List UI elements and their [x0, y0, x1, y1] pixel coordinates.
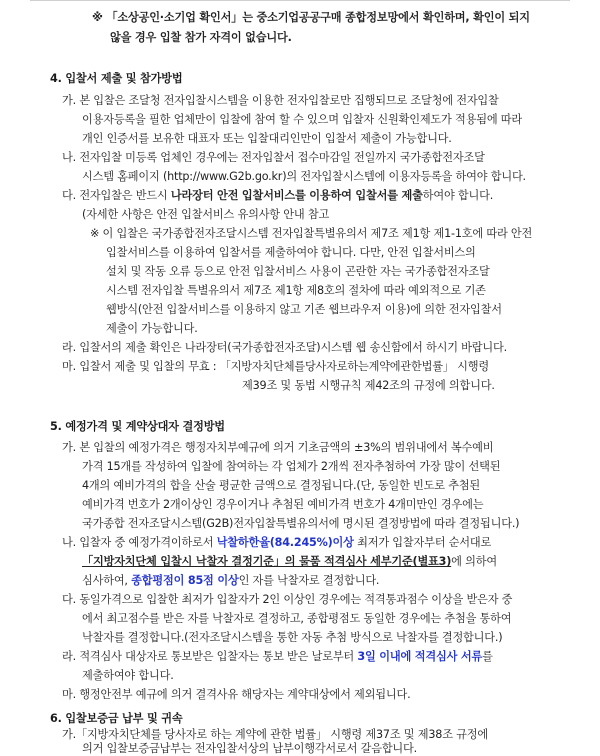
s4-a-line-2: 이용자등록을 필한 업체만이 입찰에 참여 할 수 있으며 입찰자 신원확인제도가 적용됨에 따라: [82, 113, 522, 126]
s5-e-line-1: 마. 행정안전부 예규에 의거 결격사유 해당자는 계약대상에서 제외됩니다.: [62, 688, 411, 701]
s5-b-pre: 나. 입찰자 중 예정가격이하로서: [62, 536, 217, 549]
s5-b-post: 최저가 입찰자부터 순서대로: [353, 536, 492, 549]
s4-note-line-4: 시스템 전자입찰 특별유의서 제7조 제1항 제8호의 절차에 따라 예외적으로 기존: [106, 284, 486, 297]
s4-e-line-2: 제39조 및 동법 시행규칙 제42조의 규정에 의합니다.: [242, 379, 495, 392]
s5-b-criteria-post: 에 의하여: [451, 555, 497, 568]
s5-b3-post: 인 자를 낙찰자로 결정합니다.: [238, 574, 380, 587]
s6-a-line-1: 가.「지방자치단체를 당사자로 하는 계약에 관한 법률」 시행령 제37조 및 제38조 규정에: [62, 728, 488, 741]
s4-a-line-3: 개인 인증서를 보유한 대표자 또는 입찰대리인만이 입찰서 제출이 가능합니다.: [82, 132, 452, 145]
section-6-heading: 6. 입찰보증금 납부 및 귀속: [50, 712, 183, 725]
s4-c-line-1: [62, 189, 493, 203]
s5-b-line-3: [82, 574, 379, 588]
section-4-heading: 4. 입찰서 제출 및 참가방법: [50, 72, 183, 85]
s5-c-line-1: 다. 동일가격으로 입찰한 최저가 입찰자가 2인 이상인 경우에는 적격통과점수 이상을 받은자 중: [62, 593, 513, 606]
s4-note-line-1: ※ 이 입찰은 국가종합전자조달시스템 전자입찰특별유의서 제7조 제1항 제1-1호에 따라 안전: [90, 227, 533, 240]
s4-b-line-2: 시스템 홈페이지 (http://www.G2b.go.kr)의 전자입찰시스템에 이용자등록을 하여야 합니다.: [82, 170, 526, 183]
s4-c-pre: 다. 전자입찰은 반드시: [62, 189, 171, 202]
s5-a-line-3: 4개의 예비가격의 합을 산술 평균한 금액으로 결정됩니다.(단, 동일한 빈도로 추첨된: [82, 479, 481, 492]
notice-line-1: [92, 11, 530, 25]
s4-note-line-5: 웹방식(안전 입찰서비스를 이용하지 않고 기존 웹브라우저 이용)에 의한 전자입찰서: [106, 303, 502, 316]
s5-d-line-1: [62, 650, 493, 664]
s4-e-line-1: 마. 입찰서 제출 및 입찰의 무효 : 「지방자치단체를당사자로하는계약에관한법률」 시행령: [62, 360, 490, 373]
s5-d-post: 를: [482, 650, 493, 663]
s5-b-line-2: [82, 555, 497, 569]
s5-c-line-3: 낙찰자를 결정합니다.(전자조달시스템을 통한 자동 추첨 방식으로 낙찰자를 결정합니다.): [82, 631, 503, 644]
s4-a-line-1: 가. 본 입찰은 조달청 전자입찰시스템을 이용한 전자입찰로만 집행되므로 조달청에 전자입찰: [62, 94, 499, 107]
s5-a-line-2: 가격 15개를 작성하여 입찰에 참여하는 각 업체가 2개씩 전자추첨하여 가장 많이 선택된: [82, 460, 501, 473]
s5-b3-pre: 심사하여,: [82, 574, 132, 587]
s5-b-rate: 낙찰하한율(84.245%)이상: [216, 536, 354, 549]
s5-d-line-2: 제출하여야 합니다.: [82, 669, 174, 682]
s4-c-line-2: (자세한 사항은 안전 입찰서비스 유의사항 안내 참고: [82, 208, 330, 221]
s4-d-line-1: 라. 입찰서의 제출 확인은 나라장터(국가종합전자조달)시스템 웹 송신함에서 하시기 바랍니다.: [62, 341, 507, 354]
s4-c-bold: 나라장터 안전 입찰서비스를 이용하여 입찰서를 제출: [170, 189, 423, 202]
notice-mark: ※: [92, 11, 103, 24]
notice-title: 「소상공인·소기업 확인서」: [106, 11, 243, 24]
s5-d-deadline: 3일 이내에 적격심사 서류: [357, 650, 483, 663]
s4-note-line-2: 입찰서비스를 이용하여 입찰서를 제출하여야 합니다. 다만, 안전 입찰서비스의: [106, 246, 476, 259]
s6-a-line-2: 의거 입찰보증금납부는 전자입찰서상의 납부이행각서로서 갈음합니다.: [82, 742, 417, 755]
s5-a-line-4: 예비가격 번호가 2개이상인 경우이거나 추첨된 예비가격 번호가 4개미만인 경우에는: [82, 498, 484, 511]
s5-a-line-1: 가. 본 입찰의 예정가격은 행정자치부예규에 의거 기초금액의 ±3%의 범위내에서 복수예비: [62, 441, 494, 454]
s4-c-post: 하여야 합니다.: [422, 189, 494, 202]
s4-b-line-1: 나. 전자입찰 미등록 업체인 경우에는 전자입찰서 접수마감일 전일까지 국가종합전자조달: [62, 151, 485, 164]
s4-note-line-3: 설치 및 작동 오류 등으로 안전 입찰서비스 사용이 곤란한 자는 국가종합전자조달: [106, 265, 490, 278]
s5-b3-score: 종합평점이 85점 이상: [131, 574, 239, 587]
s5-b-line-1: [62, 536, 491, 550]
s5-b-criteria: 「지방자치단체 입찰시 낙찰자 결정기준」의 물품 적격심사 세부기준(별표3): [82, 555, 452, 568]
s5-a-line-5: 국가종합 전자조달시스템(G2B)전자입찰특별유의서에 명시된 결정방법에 따라 결정됩니다.): [82, 517, 520, 530]
s4-note-line-6: 제출이 가능합니다.: [106, 322, 198, 335]
notice-rest: 는 중소기업공공구매 종합정보망에서 확인하며, 확인이 되지: [242, 11, 530, 24]
section-5-heading: 5. 예정가격 및 계약상대자 결정방법: [50, 420, 225, 433]
s5-c-line-2: 에서 최고점수를 받은 자를 낙찰자로 결정하고, 종합평점도 동일한 경우에는 추첨을 통하여: [82, 612, 512, 625]
notice-line-2: 않을 경우 입찰 참가 자격이 없습니다.: [110, 31, 292, 44]
top-rule: [30, 0, 570, 1]
s5-d-pre: 라. 적격심사 대상자로 통보받은 입찰자는 통보 받은 날로부터: [62, 650, 358, 663]
